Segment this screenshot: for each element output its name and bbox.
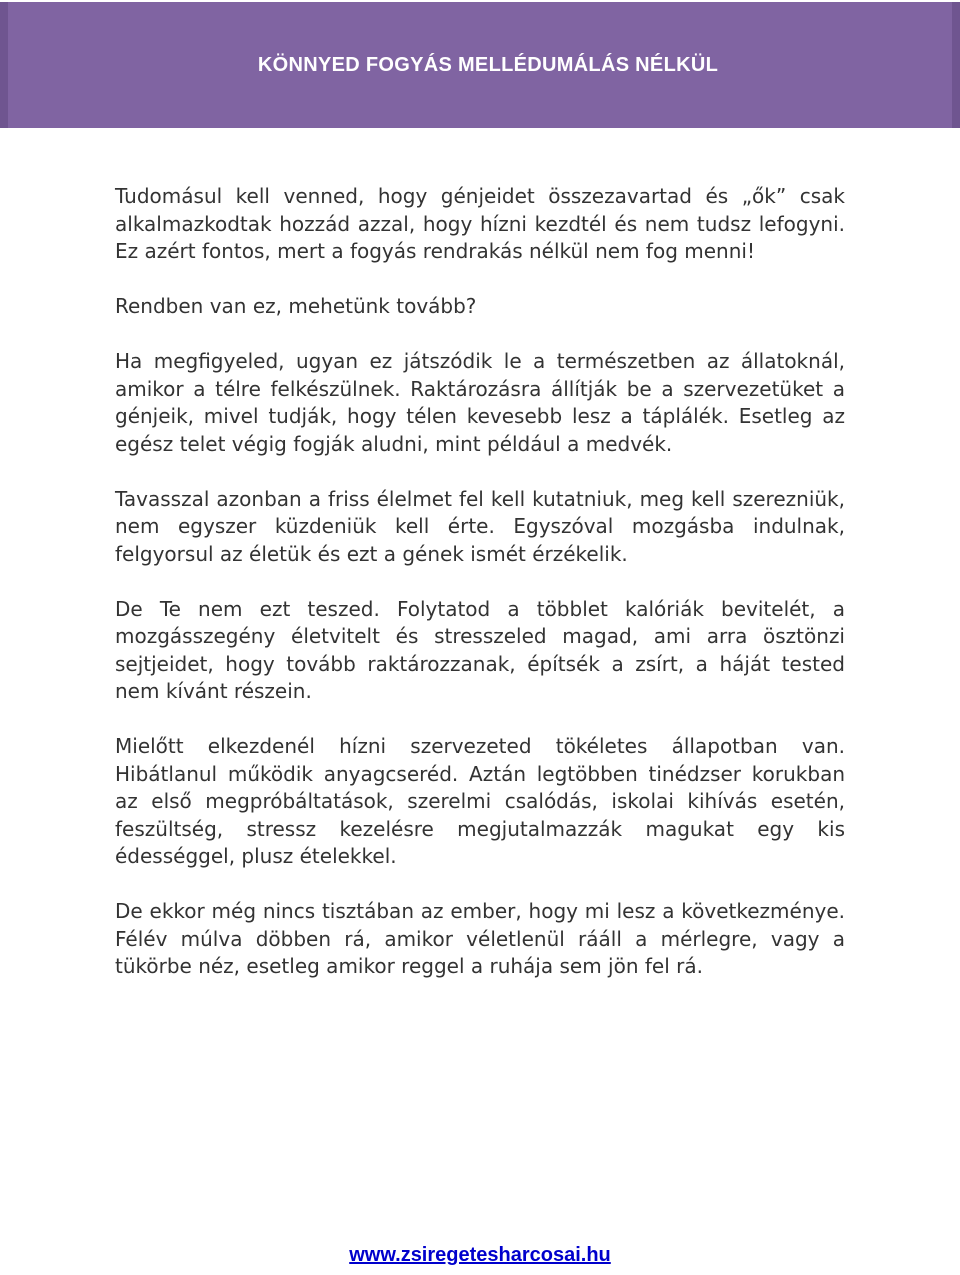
paragraph: De Te nem ezt teszed. Folytatod a többlet kalóriák bevitelét, a mozgásszegény életvitelt és stresszeled magad, ami arra ösztönzi sejtjeidet, hogy tovább raktározzanak, építsék a zsírt, a háját tested nem kívánt részein. [115, 596, 845, 703]
paragraph: Ha megfigyeled, ugyan ez játszódik le a természetben az állatoknál, amikor a télre felkészülnek. Raktározásra állítják be a szervezetüket a génjeik, mivel tudják, hogy télen kevesebb lesz a táplálék. Esetleg az egész telet végig fogják aludni, mint például a medvék. [115, 349, 845, 456]
paragraph: Tudomásul kell venned, hogy génjeidet összezavartad és „ők” csak alkalmazkodtak hozzád azzal, hogy hízni kezdtél és nem tudsz lefogyni. Ez azért fontos, mert a fogyás rendrakás nélkül nem fog menni! [115, 184, 845, 263]
body-text [115, 183, 845, 1008]
paragraph: De ekkor még nincs tisztában az ember, hogy mi lesz a következménye. Félév múlva döbben rá, amikor véletlenül rááll a mérlegre, vagy a tükörbe néz, esetleg amikor reggel a ruhája sem jön fel rá. [115, 899, 845, 978]
footer-website-link[interactable]: www.zsiregetesharcosai.hu [349, 1244, 611, 1266]
paragraph: Mielőtt elkezdenél hízni szervezeted tökéletes állapotban van. Hibátlanul működik anyagcseréd. Aztán legtöbben tinédzser korukban az első megpróbáltatások, szerelmi csalódás, iskolai kihívás esetén, feszültség, stressz kezelésre megjutalmazzák magukat egy kis édességgel, plusz ételekkel. [115, 734, 845, 868]
page-title: KÖNNYED FOGYÁS MELLÉDUMÁLÁS NÉLKÜL [257, 54, 719, 76]
paragraph: Rendben van ez, mehetünk tovább? [115, 294, 477, 318]
paragraph: Tavasszal azonban a friss élelmet fel kell kutatniuk, meg kell szerezniük, nem egyszer küzdeniük kell érte. Egyszóval mozgásba indulnak, felgyorsul az életük és ezt a gének ismét érzékelik. [115, 486, 845, 566]
header-band [0, 2, 960, 128]
